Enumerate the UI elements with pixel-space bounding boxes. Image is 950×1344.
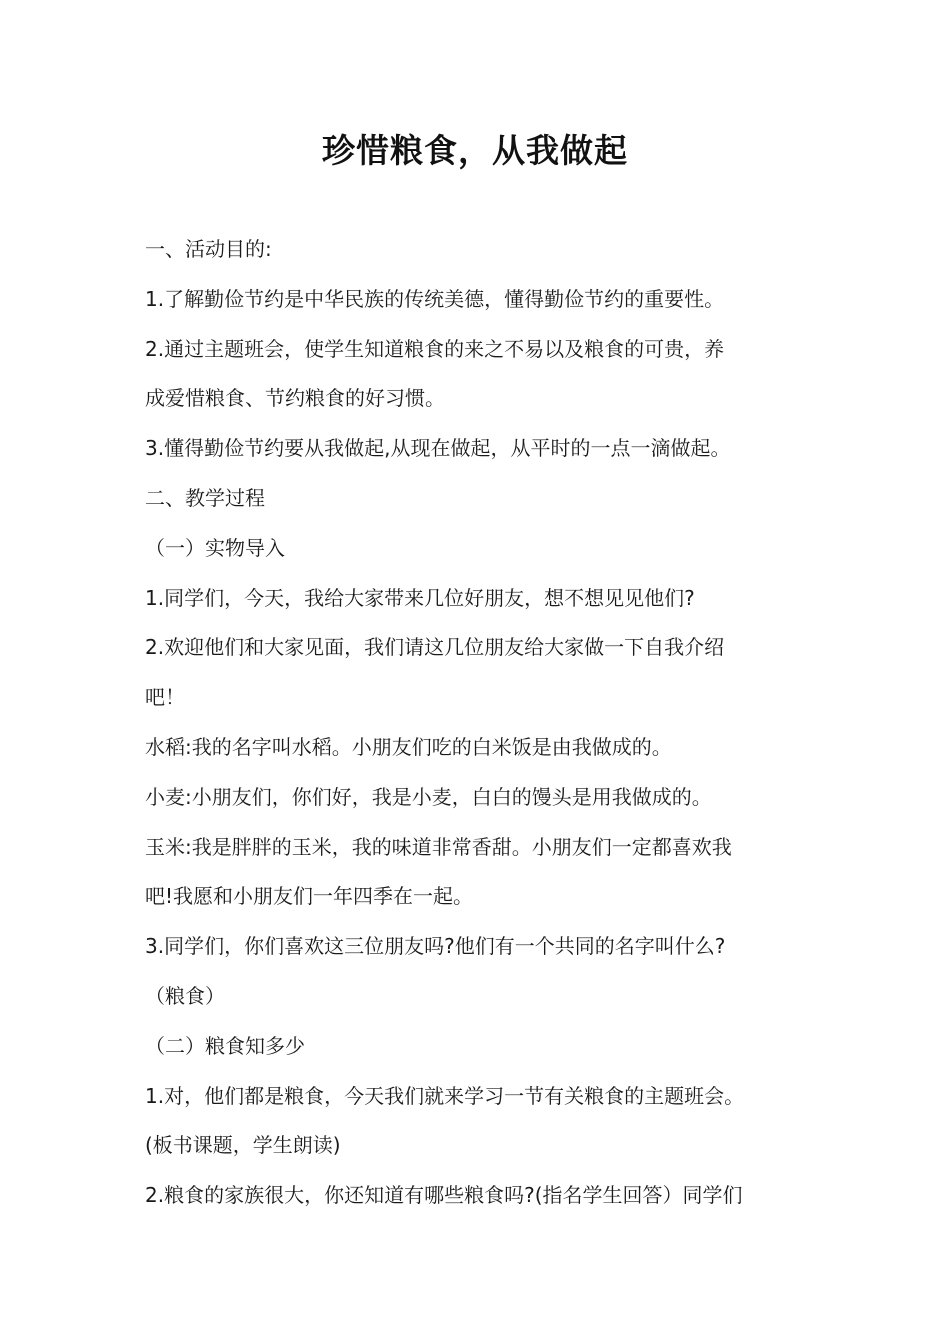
- section-heading-objectives: 一、活动目的:: [145, 237, 272, 261]
- document-body: [145, 232, 825, 1228]
- paragraph-line: 1.同学们，今天，我给大家带来几位好朋友，想不想见见他们?: [145, 585, 695, 610]
- paragraph-line: 2.通过主题班会，使学生知道粮食的来之不易以及粮食的可贵，养: [145, 336, 725, 361]
- paragraph-line: 2.粮食的家族很大，你还知道有哪些粮食吗?(指名学生回答）同学们: [145, 1183, 743, 1208]
- subsection-heading-grain-knowledge: （二）粮食知多少: [145, 1033, 305, 1058]
- paragraph-line: 吧!我愿和小朋友们一年四季在一起。: [145, 884, 474, 909]
- paragraph-line: （粮食）: [145, 983, 225, 1008]
- paragraph-line: 3.懂得勤俭节约要从我做起,从现在做起，从平时的一点一滴做起。: [145, 436, 731, 461]
- paragraph-line: (板书课题，学生朗读): [145, 1133, 341, 1158]
- paragraph-line: 成爱惜粮食、节约粮食的好习惯。: [145, 386, 445, 411]
- section-heading-process: 二、教学过程: [145, 485, 265, 510]
- paragraph-line: 水稻:我的名字叫水稻。小朋友们吃的白米饭是由我做成的。: [145, 734, 672, 759]
- paragraph-line: 1.了解勤俭节约是中华民族的传统美德，懂得勤俭节约的重要性。: [145, 286, 725, 311]
- document-title: 珍惜粮食，从我做起: [322, 131, 628, 170]
- paragraph-line: 吧！: [145, 685, 185, 710]
- paragraph-line: 3.同学们，你们喜欢这三位朋友吗?他们有一个共同的名字叫什么?: [145, 934, 726, 959]
- paragraph-line: 玉米:我是胖胖的玉米，我的味道非常香甜。小朋友们一定都喜欢我: [145, 834, 732, 859]
- paragraph-line: 小麦:小朋友们，你们好，我是小麦，白白的馒头是用我做成的。: [145, 784, 712, 809]
- paragraph-line: 1.对，他们都是粮食，今天我们就来学习一节有关粮食的主题班会。: [145, 1083, 745, 1108]
- paragraph-line: 2.欢迎他们和大家见面，我们请这几位朋友给大家做一下自我介绍: [145, 635, 725, 660]
- subsection-heading-intro: （一）实物导入: [145, 535, 285, 560]
